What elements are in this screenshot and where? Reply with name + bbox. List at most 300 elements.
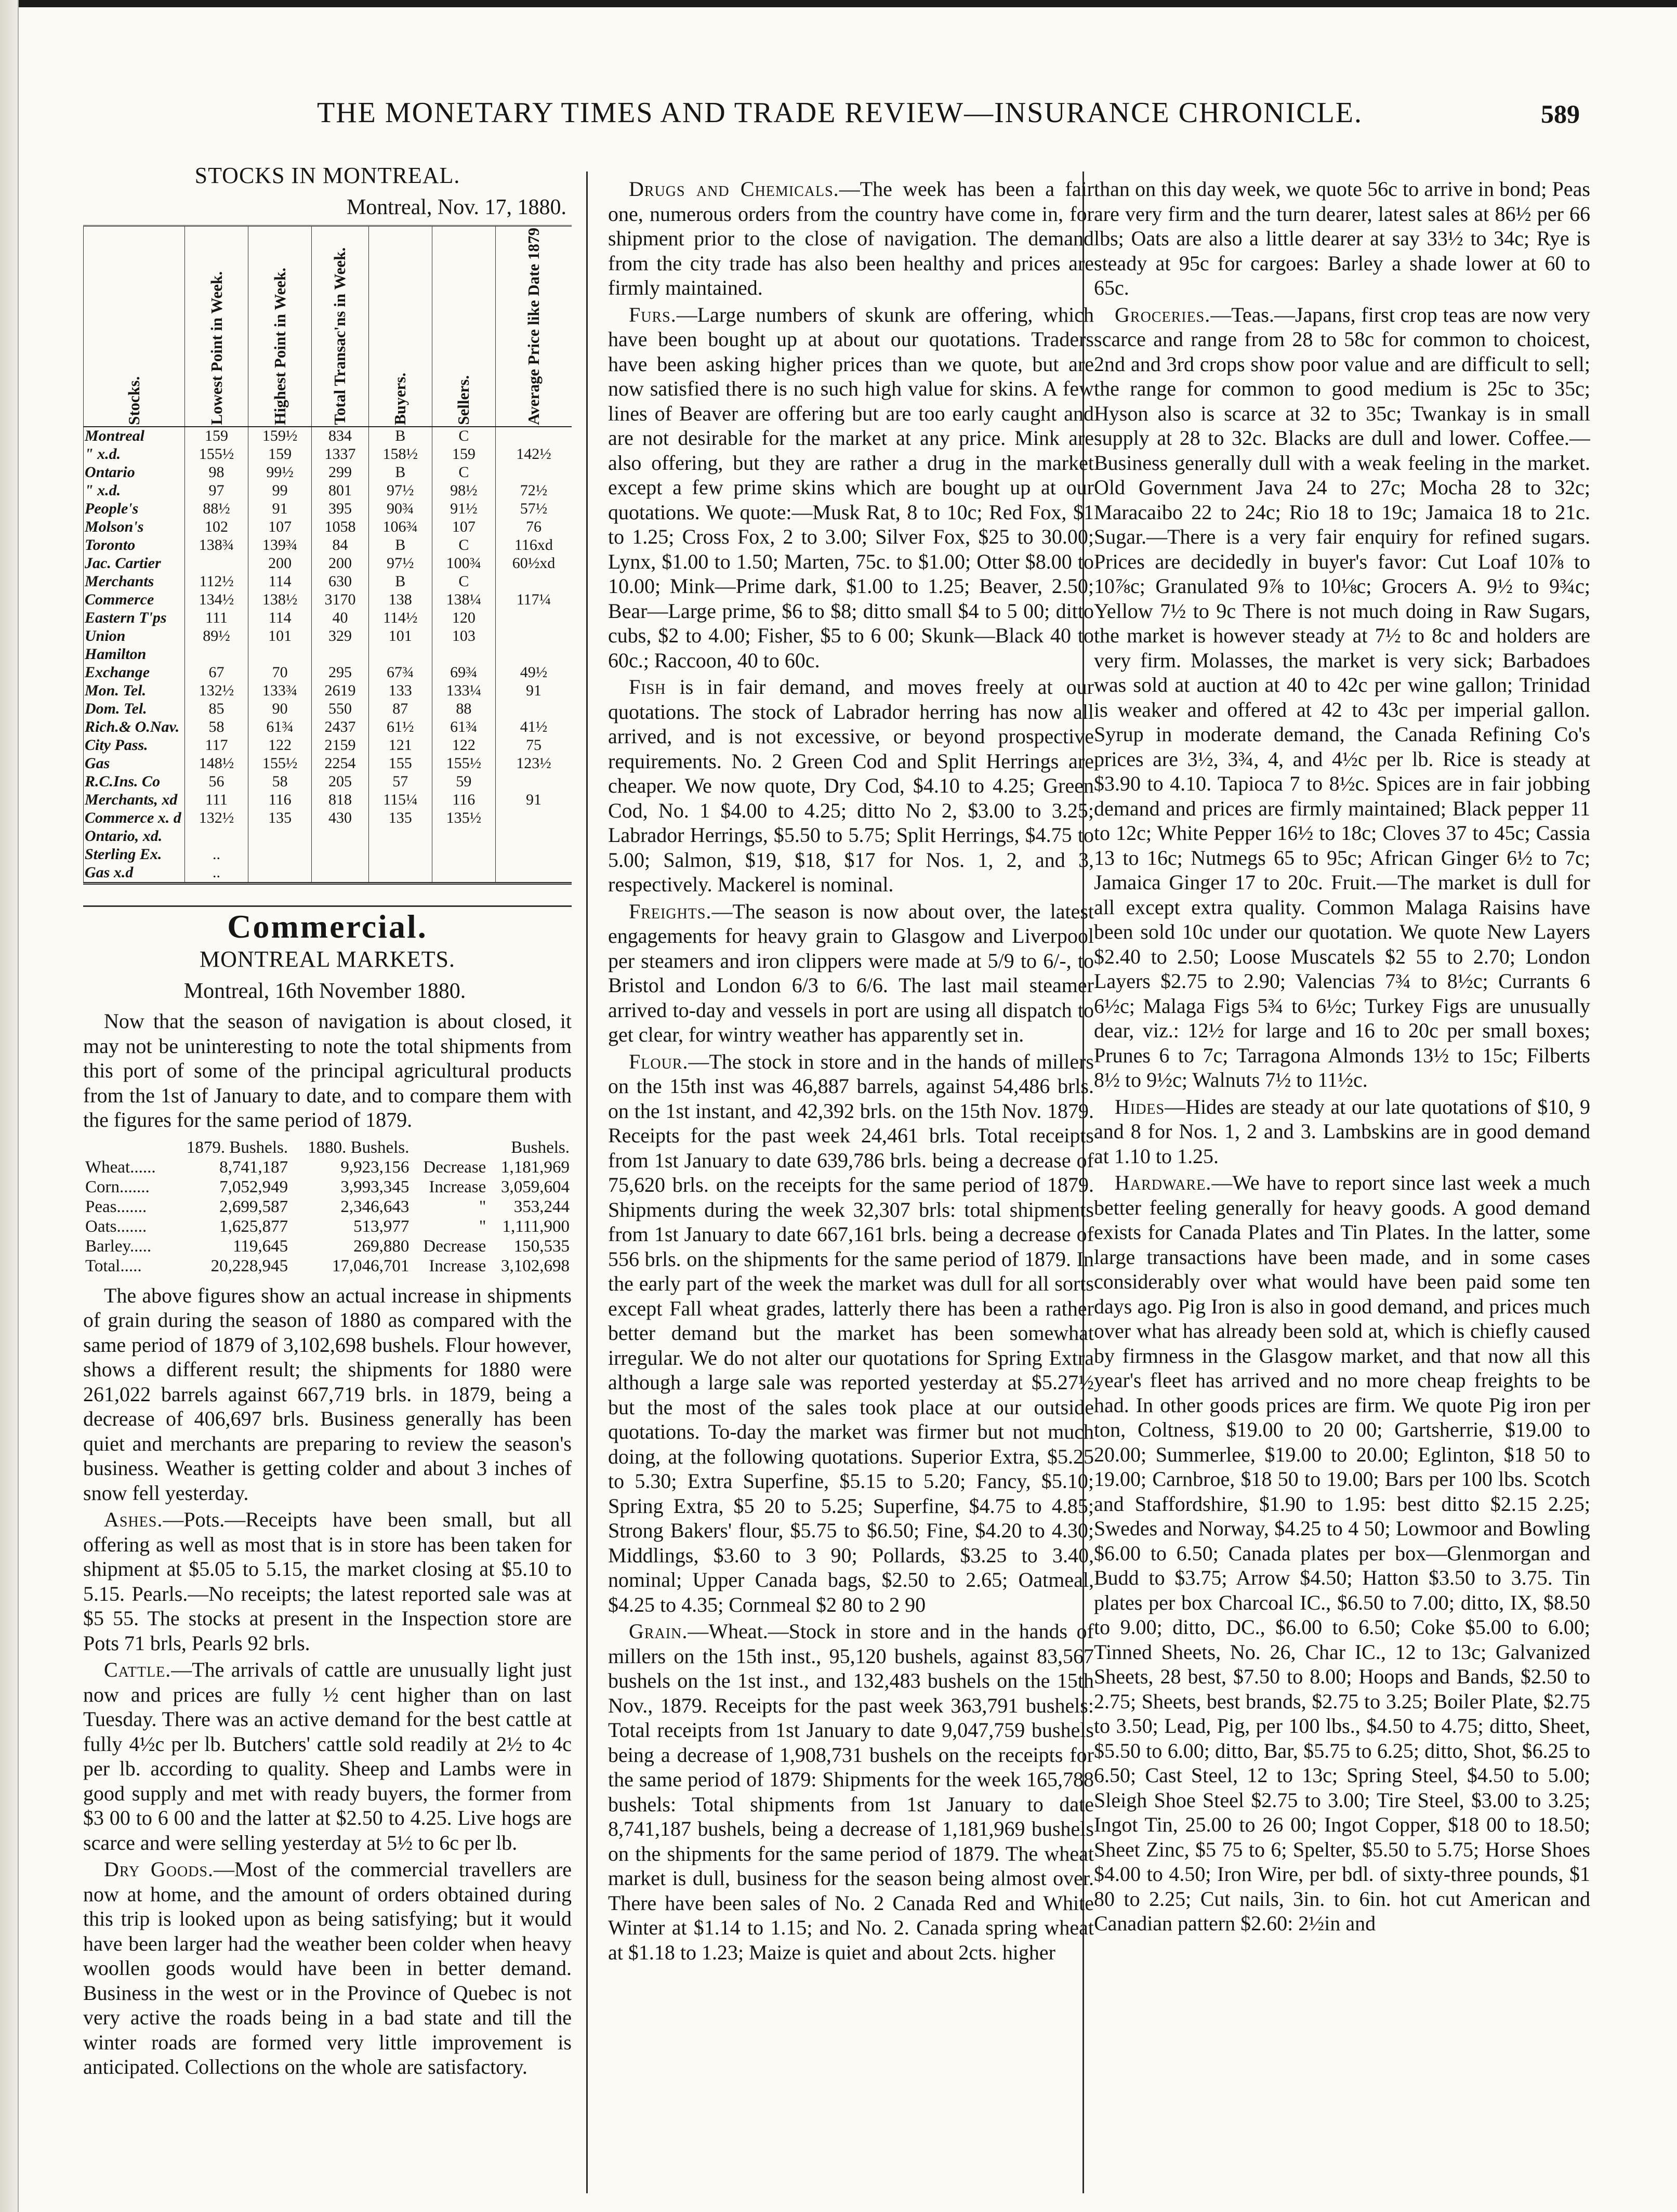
stock-value: 57 — [368, 773, 432, 791]
stock-name: Commerce x. d — [84, 809, 185, 827]
stock-value: 76 — [495, 518, 572, 536]
market-text: —The week has been a fair one, numerous orders from the country have come in, for shipment prior to the close of navigation. The demand from the city trade has also been healthy and prices are firmly maintained. — [608, 177, 1094, 299]
stocks-header-label: Average Price like Date 1879 — [524, 228, 543, 425]
stock-value: 41½ — [495, 718, 572, 736]
stock-value: 155½ — [432, 755, 495, 773]
stock-value: 133¼ — [432, 682, 495, 700]
shipments-cell: 150,535 — [513, 1236, 570, 1256]
cattle-text: —The arrivals of cattle are unusually light just now and prices are fully ½ cent higher than on last Tuesday. There was an active demand for the best cattle at fully 4½c per lb. Butchers' cattle sold readily at 2½ to 4c per lb. according to quality. Sheep and Lambs were in good supply and met with ready buyers, the former from $3 00 to 6 00 and the latter at $2.50 to 4.25. Live hogs are scarce and were selling yesterday at 5½ to 6c per lb. — [83, 1658, 572, 1854]
stock-value — [368, 827, 432, 846]
shipments-row — [83, 1157, 572, 1177]
stock-value: 200 — [312, 555, 368, 573]
stocks-table — [83, 225, 572, 885]
stock-value — [312, 827, 368, 846]
shipments-cell: 8,741,187 — [219, 1157, 288, 1177]
shipments-cell: Peas....... — [85, 1197, 147, 1216]
market-text: —Hides are steady at our late quotations of $10, 9 and 8 for Nos. 1, 2 and 3. Lambskins are in good demand at 1.10 to 1.25. — [1094, 1095, 1590, 1168]
market-text: —Teas.—Japans, first crop teas are now very scarce and range from 28 to 58c for common to choicest, 2nd and 3rd crops show poor value and are difficult to sell; the range for common to good medium is 25c to 35c; Hyson also is scarce at 32 to 35c; Twankay is in small supply at 28 to 32c. Blacks are dull and lower. Coffee.—Business generally dull with a weak feeling in the market. Old Government Java 24 to 27c; Mocha 28 to 32c; Maracaibo 22 to 24c; Rio 18 to 19c; Jamaica 18 to 21c. Sugar.—There is a very fair enquiry for refined sugars. Prices are decidedly in buyer's favor: Cut Loaf 10⅞ to 10⅞c; Granulated 9⅞ to 10⅛c; Grocers A. 9½ to 9¾c; Yellow 7½ to 9c There is not much doing in Raw Sugars, the market is however steady at 7½ to 8c and holders are very firm. Molasses, the market is very sick; Barbadoes was sold at auction at 40 to 42c per wine gallon; Trinidad is weaker and offered at 42 to 43c per imperial gallon. Syrup in moderate demand, the Canada Refining Co's prices are 3½, 3¾, 4, and 4½c per lb. Rice is steady at $3.90 to 4.10. Tapioca 7 to 8½c. Spices are in fair jobbing demand and prices are firmly maintained; Black pepper 11 to 12c; White Pepper 16½ to 18c; Cloves 37 to 45c; Cassia 13 to 16c; Nutmegs 65 to 95c; African Ginger 6½ to 7c; Jamaica Ginger 17 to 20c. Fruit.—The market is dull for all except extra quality. Common Malaga Raisins have been sold 10c under our quotation. We quote New Layers $2.40 to 2.50; Loose Muscatels $2 55 to 2.70; London Layers $2.75 to 2.90; Valencias 7¾ to 8½c; Currants 6 6½c; Malaga Figs 5¾ to 6½c; Turkey Figs are unusually dear, viz.: 12½ for large and 16 to 20c per small boxes; Prunes 6 to 7c; Tarragona Almonds 13½ to 15c; Filberts 8½ to 9½c; Walnuts 7½ to 11½c. — [1094, 302, 1590, 1091]
stock-value: B — [368, 573, 432, 591]
stock-value: 91½ — [432, 500, 495, 518]
stocks-row — [84, 736, 572, 755]
stock-value: 395 — [312, 500, 368, 518]
stock-value: 58 — [185, 718, 248, 736]
stock-value: 59 — [432, 773, 495, 791]
shipments-cell: 353,244 — [513, 1197, 570, 1216]
shipments-row — [83, 1236, 572, 1256]
stock-value — [495, 809, 572, 827]
ashes-heading: Ashes. — [104, 1508, 163, 1532]
market-text: —Large numbers of skunk are offering, which have been bought up at about our quotations. Traders have been asking higher prices than we quote, but are now satisfied there is no such high value for skins. A few lines of Beaver are offering but are too early caught and are not desirable for the market at any price. Mink are also offering, but they are rather a drug in the market except a few prime skins which are bought up at our quotations. We quote:—Musk Rat, 8 to 10c; Red Fox, $1 to 1.25; Cross Fox, 2 to 3.00; Silver Fox, $25 to 30.00; Lynx, $1.00 to 1.50; Marten, 75c. to $1.00; Otter $8.00 to 10.00; Mink—Prime dark, $1.00 to 1.25; Beaver, 2.50; Bear—Large prime, $6 to $8; ditto small $4 to 5 00; ditto cubs, $2 to 4.00; Fisher, $5 to 6 00; Skunk—Black 40 to 60c.; Raccoon, 40 to 60c. — [608, 302, 1094, 672]
dry-goods-paragraph — [83, 1857, 572, 2079]
stock-value — [432, 846, 495, 864]
stocks-row — [84, 718, 572, 736]
stock-value: 101 — [248, 627, 312, 646]
stock-value — [248, 827, 312, 846]
shipments-cell: 3,993,345 — [340, 1177, 410, 1196]
shipments-cell: Corn....... — [85, 1177, 150, 1196]
stock-value: 88½ — [185, 500, 248, 518]
stock-value: 100¾ — [432, 555, 495, 573]
stocks-header-cell — [185, 226, 248, 427]
stock-name: Merchants, xd — [84, 791, 185, 809]
markets-summary: The above figures show an actual increase in shipments of grain during the season of 1880 as compared with the same period of 1879 of 3,102,698 bushels. Flour however, shows a different result; the shipments for 1880 were 261,022 barrels against 667,719 brls. in 1879, being a decrease of 406,697 brls. Business generally has been quiet and merchants are preparing to review the season's business. Weather is getting colder and about 3 inches of snow fell yesterday. — [83, 1283, 572, 1505]
column-2 — [608, 177, 1094, 2193]
stocks-row — [84, 846, 572, 864]
stock-value — [495, 573, 572, 591]
market-paragraph — [1094, 1095, 1590, 1169]
stocks-header-label: Total Transac'ns in Week. — [331, 247, 349, 425]
stock-value: C — [432, 573, 495, 591]
stock-name: Merchants — [84, 573, 185, 591]
stocks-row — [84, 864, 572, 884]
market-text: is in fair demand, and moves freely at our quotations. The stock of Labrador herring has now all arrived, and is not excessive, or beyond prospective requirements. No. 2 Green Cod and Split Herrings are cheaper. We now quote, Dry Cod, $4.10 to 4.25; Green Cod, No. 1 $4.00 to 4.25; ditto No 2, $3.00 to 3.25; Labrador Herrings, $5.50 to 5.75; Split Herrings, $4.75 to 5.00; Salmon, $19, $18, $17 for Nos. 1, 2, and 3, respectively. Mackerel is nominal. — [608, 675, 1094, 896]
stock-value: 40 — [312, 609, 368, 627]
shipments-row — [83, 1256, 572, 1276]
stock-value: 107 — [432, 518, 495, 536]
stocks-row — [84, 555, 572, 573]
stock-value: 159 — [432, 445, 495, 464]
markets-title: MONTREAL MARKETS. — [199, 946, 456, 972]
stocks-row — [84, 682, 572, 700]
stock-value: 99 — [248, 482, 312, 500]
stock-value: 159 — [185, 427, 248, 445]
stock-value: 2159 — [312, 736, 368, 755]
stocks-row — [84, 536, 572, 555]
stock-value: 115¼ — [368, 791, 432, 809]
stock-value — [495, 609, 572, 627]
stock-value: 133¾ — [248, 682, 312, 700]
stock-value: 135 — [368, 809, 432, 827]
stock-name: " x.d. — [84, 445, 185, 464]
stock-value: 1337 — [312, 445, 368, 464]
stock-value — [312, 646, 368, 664]
stock-value: .. — [185, 864, 248, 884]
shipments-cell: 2,699,587 — [219, 1197, 288, 1216]
stock-name: Eastern T'ps — [84, 609, 185, 627]
shipments-cell: 1,625,877 — [219, 1217, 288, 1236]
stock-value: 134½ — [185, 591, 248, 609]
stock-value: B — [368, 536, 432, 555]
stock-value: 148½ — [185, 755, 248, 773]
stocks-header-cell — [312, 226, 368, 427]
stock-value — [248, 846, 312, 864]
stock-value — [248, 864, 312, 884]
stocks-header-label: Lowest Point in Week. — [207, 271, 226, 425]
stock-value: 91 — [495, 682, 572, 700]
market-paragraph — [608, 1049, 1094, 1617]
stock-value: 98 — [185, 464, 248, 482]
stock-value — [432, 646, 495, 664]
stock-value: 121 — [368, 736, 432, 755]
stock-value — [185, 555, 248, 573]
shipments-row — [83, 1197, 572, 1217]
market-paragraph — [608, 302, 1094, 673]
stocks-row — [84, 791, 572, 809]
stock-value — [368, 646, 432, 664]
stock-value — [248, 646, 312, 664]
market-heading: Freights. — [629, 899, 712, 923]
stocks-row — [84, 518, 572, 536]
stock-value — [495, 646, 572, 664]
stock-value: 117 — [185, 736, 248, 755]
market-heading: Furs. — [629, 302, 677, 326]
stock-value: 61¾ — [432, 718, 495, 736]
stock-name: Exchange — [84, 664, 185, 682]
market-heading: Fish — [629, 675, 666, 699]
market-heading: Grain. — [629, 1620, 688, 1643]
stock-value: 69¾ — [432, 664, 495, 682]
stocks-header-label: Sellers. — [454, 375, 473, 425]
stocks-row — [84, 609, 572, 627]
market-paragraph — [1094, 1170, 1590, 1936]
stock-value: 155 — [368, 755, 432, 773]
shipments-cell: Oats....... — [85, 1217, 147, 1236]
stock-name: Molson's — [84, 518, 185, 536]
stock-value: 135½ — [432, 809, 495, 827]
stock-value: 97½ — [368, 482, 432, 500]
stock-value: 2437 — [312, 718, 368, 736]
stock-name: Mon. Tel. — [84, 682, 185, 700]
stock-name: Union — [84, 627, 185, 646]
top-rule — [0, 0, 1677, 7]
shipments-table — [83, 1138, 572, 1276]
stock-value: 90 — [248, 700, 312, 718]
shipments-row — [83, 1217, 572, 1236]
shipments-header — [411, 1138, 488, 1157]
stocks-row — [84, 773, 572, 791]
stock-value — [312, 846, 368, 864]
stock-value: 155½ — [185, 445, 248, 464]
shipments-cell: 1,111,900 — [502, 1217, 570, 1236]
stock-value: 58 — [248, 773, 312, 791]
stock-value: 2254 — [312, 755, 368, 773]
stocks-dateline: Montreal, Nov. 17, 1880. — [346, 195, 566, 219]
shipments-cell: 3,102,698 — [501, 1256, 570, 1275]
stock-value: 329 — [312, 627, 368, 646]
stock-value: 87 — [368, 700, 432, 718]
stock-value: 89½ — [185, 627, 248, 646]
stock-name: City Pass. — [84, 736, 185, 755]
shipments-cell: Increase — [429, 1256, 486, 1275]
market-text: —We have to report since last week a much better feeling generally for heavy goods. A good demand exists for Canada Plates and Tin Plates. In the latter, some large transactions have been made, and in some cases considerably over what would have been paid some ten days ago. Pig Iron is also in good demand, and prices much over what has already been sold at, which is chiefly caused by firmness in the Glasgow market, and that now all this year's fleet has arrived and no more cheap freights to be had. In other goods prices are firm. We quote Pig iron per ton, Coltness, $19.00 to 20 00; Gartsherrie, $19.00 to 20.00; Summerlee, $19.00 to 20.00; Eglinton, $18 50 to 19.00; Carnbroe, $18 50 to 19.00; Bars per 100 lbs. Scotch and Staffordshire, $1.90 to 1.95: best ditto $2.15 2.25; Swedes and Norway, $4.25 to 4 50; Lowmoor and Bowling $6.00 to 6.50; Canada plates per box—Glenmorgan and Budd to $3.75; Arrow $4.50; Hatton $3.50 to 3.75. Tin plates per box Charcoal IC., $6.50 to 7.00; ditto, IX, $8.50 to 9.00; ditto, DC., $6.00 to 6.50; Coke $5.00 to 6.00; Tinned Sheets, No. 26, Char IC., 12 to 13c; Galvanized Sheets, 28 best, $7.50 to 8.00; Hoops and Bands, $2.50 to 2.75; Sheets, best brands, $2.75 to 3.25; Boiler Plate, $2.75 to 3.50; Lead, Pig, per 100 lbs., $4.50 to 4.75; ditto, Sheet, $5.50 to 6.00; ditto, Bar, $5.75 to 6.25; ditto, Shot, $6.25 to 6.50; Cast Steel, 12 to 13c; Spring Steel, $4.50 to 5.00; Sleigh Shoe Steel $2.75 to 3.00; Tire Steel, $3.00 to 3.25; Ingot Tin, 25.00 to 26 00; Ingot Copper, $18 00 to 18.50; Sheet Zinc, $5 75 to 6; Spelter, $5.50 to 5.75; Horse Shoes $4.00 to 4.50; Iron Wire, per bdl. of sixty-three pounds, $1 80 to 2.25; Cut nails, 3in. to 6in. hot cut American and Canadian pattern $2.60: 2½in and — [1094, 1171, 1590, 1935]
stock-value: 91 — [495, 791, 572, 809]
stocks-row — [84, 427, 572, 445]
stocks-row — [84, 627, 572, 646]
ashes-paragraph — [83, 1507, 572, 1655]
stocks-row — [84, 573, 572, 591]
stock-value: 818 — [312, 791, 368, 809]
shipments-header: 1880. Bushels. — [308, 1138, 410, 1157]
stock-value: 135 — [248, 809, 312, 827]
stock-name: Gas — [84, 755, 185, 773]
stock-value: 120 — [432, 609, 495, 627]
shipments-cell: 20,228,945 — [210, 1256, 288, 1275]
shipments-cell: 513,977 — [353, 1217, 410, 1236]
cattle-paragraph — [83, 1657, 572, 1855]
dry-goods-text: —Most of the commercial travellers are now at home, and the amount of orders obtained during this trip is looked upon as being satisfying; but it would have been larger had the weather been colder when heavy woollen goods would have been in better demand. Business in the west or in the Province of Quebec is not very active the roads being in a bad state and till the winter roads are formed very little improvement is anticipated. Collections on the whole are satisfactory. — [83, 1858, 572, 2079]
stock-value: 138½ — [248, 591, 312, 609]
stocks-header-label: Highest Point in Week. — [270, 268, 289, 425]
stock-value: 1058 — [312, 518, 368, 536]
stocks-header-cell — [84, 226, 185, 427]
stock-value: 630 — [312, 573, 368, 591]
stock-value — [495, 700, 572, 718]
stock-value: 57½ — [495, 500, 572, 518]
stock-value: B — [368, 427, 432, 445]
stock-value: 114 — [248, 609, 312, 627]
shipments-cell: " — [479, 1217, 486, 1236]
markets-intro: Now that the season of navigation is about closed, it may not be uninteresting to note the total shipments from this port of some of the principal agricultural products from the 1st of January to date, and to compare them with the figures for the same period of 1879. — [83, 1009, 572, 1132]
stocks-header-cell — [368, 226, 432, 427]
stock-value: 112½ — [185, 573, 248, 591]
stock-value: 107 — [248, 518, 312, 536]
stocks-header-cell — [432, 226, 495, 427]
stocks-row — [84, 464, 572, 482]
stock-value: 91 — [248, 500, 312, 518]
shipments-cell: Total..... — [85, 1256, 142, 1275]
stock-value: 122 — [432, 736, 495, 755]
stock-value: 116 — [248, 791, 312, 809]
market-heading: Hides — [1115, 1095, 1165, 1118]
shipments-cell: 17,046,701 — [332, 1256, 410, 1275]
market-text: —The stock in store and in the hands of millers on the 15th inst was 46,887 barrels, against 54,486 brls. on the 1st instant, and 42,392 brls. on the 15th Nov. 1879. Receipts for the past week 24,461 brls. Total receipts from 1st January to date 639,786 brls. being a decrease of 75,620 brls. on the receipts for the same period of 1879. Shipments during the week 32,307 brls: total shipments from 1st January to date 667,161 brls. being a decrease of 556 brls. on the shipments for the same period of 1879. In the early part of the week the market was dull for all sorts except Fall wheat grades, latterly there has been a rather better demand but the market has been somewhat irregular. We do not alter our quotations for Spring Extra although a large sale was reported yesterday at $5.27½ but the most of the sales took place at our outside quotations. To-day the market was firmer but not much doing, at the following quotations. Superior Extra, $5.25 to 5.30; Extra Superfine, $5.15 to 5.20; Fancy, $5.10; Spring Extra, $5 20 to 5.25; Superfine, $4.75 to 4.85; Strong Bakers' flour, $5.75 to $6.50; Fine, $4.20 to 4.30; Middlings, $3.60 to 3 90; Pollards, $3.25 to 3.40, nominal; Upper Canada bags, $2.50 to 2.65; Oatmeal, $4.25 to 4.35; Cornmeal $2 80 to 2 90 — [608, 1049, 1094, 1616]
stock-value — [368, 846, 432, 864]
stock-value: 99½ — [248, 464, 312, 482]
stock-name: Montreal — [84, 427, 185, 445]
shipments-cell: 269,880 — [353, 1236, 410, 1256]
stock-value: 61½ — [368, 718, 432, 736]
stock-value: 106¾ — [368, 518, 432, 536]
shipments-cell: 7,052,949 — [219, 1177, 288, 1196]
market-paragraph — [1094, 302, 1590, 1092]
stock-value — [432, 827, 495, 846]
scan-edge — [0, 0, 19, 2212]
stock-value: 295 — [312, 664, 368, 682]
stock-value: .. — [185, 846, 248, 864]
stock-value: 205 — [312, 773, 368, 791]
stock-value — [495, 464, 572, 482]
shipments-cell: Increase — [429, 1177, 486, 1196]
shipments-header: Bushels. — [511, 1138, 570, 1157]
stock-value: 101 — [368, 627, 432, 646]
stock-value: 159½ — [248, 427, 312, 445]
stock-value: 102 — [185, 518, 248, 536]
stock-name: " x.d. — [84, 482, 185, 500]
stocks-row — [84, 445, 572, 464]
stock-value — [495, 773, 572, 791]
shipments-header — [83, 1138, 169, 1157]
shipments-cell: 2,346,643 — [340, 1197, 410, 1216]
stock-value — [368, 864, 432, 884]
stock-value: 88 — [432, 700, 495, 718]
stock-value: 834 — [312, 427, 368, 445]
stock-value — [495, 827, 572, 846]
stock-value: 132½ — [185, 682, 248, 700]
stock-value — [432, 864, 495, 884]
stock-value: 72½ — [495, 482, 572, 500]
stock-value: 103 — [432, 627, 495, 646]
stock-value: 430 — [312, 809, 368, 827]
stock-value: 3170 — [312, 591, 368, 609]
stock-name: Hamilton — [84, 646, 185, 664]
stock-value: B — [368, 464, 432, 482]
dry-goods-heading: Dry Goods. — [104, 1858, 214, 1881]
shipments-cell: 9,923,156 — [340, 1157, 410, 1177]
market-text: than on this day week, we quote 56c to arrive in bond; Peas are very firm and the turn dearer, latest sales at 86½ per 66 lbs; Oats are also a little dearer at say 33½ to 34c; Rye is steady at 95c for cargoes: Barley a shade lower at 60 to 65c. — [1094, 177, 1590, 299]
stock-value: 158½ — [368, 445, 432, 464]
stock-value: 299 — [312, 464, 368, 482]
stocks-header-label: Buyers. — [391, 373, 410, 425]
stock-value: 97 — [185, 482, 248, 500]
stock-value: 90¾ — [368, 500, 432, 518]
stocks-row — [84, 809, 572, 827]
stock-value: 85 — [185, 700, 248, 718]
stock-value: 61¾ — [248, 718, 312, 736]
market-paragraph — [608, 177, 1094, 300]
stock-value: 801 — [312, 482, 368, 500]
stocks-row — [84, 591, 572, 609]
stocks-title: STOCKS IN MONTREAL. — [194, 163, 460, 188]
stock-value — [495, 846, 572, 864]
market-heading: Drugs and Chemicals. — [629, 177, 839, 201]
stock-value: 122 — [248, 736, 312, 755]
stock-value: 67 — [185, 664, 248, 682]
stocks-row — [84, 500, 572, 518]
stocks-row — [84, 482, 572, 500]
stocks-row — [84, 664, 572, 682]
stock-name: Commerce — [84, 591, 185, 609]
stocks-row — [84, 827, 572, 846]
shipments-cell: 119,645 — [233, 1236, 288, 1256]
cattle-heading: Cattle. — [104, 1658, 171, 1682]
stock-value: 67¾ — [368, 664, 432, 682]
stocks-header-label: Stocks. — [125, 376, 143, 425]
stock-value — [495, 627, 572, 646]
stocks-row — [84, 646, 572, 664]
stock-value: 200 — [248, 555, 312, 573]
stock-value: 49½ — [495, 664, 572, 682]
column-3 — [1094, 177, 1590, 2193]
stock-name: Sterling Ex. — [84, 846, 185, 864]
masthead: THE MONETARY TIMES AND TRADE REVIEW—INSURANCE CHRONICLE. — [317, 97, 1363, 129]
market-heading: Groceries. — [1115, 302, 1211, 326]
market-paragraph — [608, 1619, 1094, 1965]
stock-value: C — [432, 464, 495, 482]
shipments-header: 1879. Bushels. — [186, 1138, 288, 1157]
shipments-cell: Decrease — [423, 1236, 486, 1256]
stock-name: People's — [84, 500, 185, 518]
market-paragraph — [608, 899, 1094, 1047]
stock-name: Jac. Cartier — [84, 555, 185, 573]
stocks-row — [84, 700, 572, 718]
shipments-cell: 3,059,604 — [501, 1177, 570, 1196]
column-rule-1 — [586, 172, 588, 2193]
stock-value: 155½ — [248, 755, 312, 773]
stock-value — [312, 864, 368, 884]
stock-value — [185, 827, 248, 846]
stock-name: R.C.Ins. Co — [84, 773, 185, 791]
stock-value: 98½ — [432, 482, 495, 500]
market-text: —Wheat.—Stock in store and in the hands of millers on the 15th inst., 95,120 bushels, against 83,567 bushels on the 1st inst., and 132,483 bushels on the 15th Nov., 1879. Receipts for the past week 363,791 bushels: Total receipts from 1st January to date 9,047,759 bushels being a decrease of 1,908,731 bushels on the receipts for the same period of 1879: Shipments for the week 165,788 bushels: Total shipments from 1st January to date 8,741,187 bushels, being a decrease of 1,181,969 bushels on the shipments for the same period of 1879. The wheat market is dull, business for the season being almost over. There have been sales of No. 2 Canada Red and White Winter at $1.14 to 1.15; and No. 2. Canada spring wheat at $1.18 to 1.23; Maize is quiet and about 2cts. higher — [608, 1620, 1094, 1964]
stock-value: 60½xd — [495, 555, 572, 573]
stock-value: 138¼ — [432, 591, 495, 609]
market-text: —The season is now about over, the latest engagements for heavy grain to Glasgow and Liverpool per steamers and iron clippers were made at 5/9 to 6/-, to Bristol and London 6/3 to 6/6. The last mail steamer arrived to-day and vessels in port are using all dispatch to get clear, for wintry weather has apparently set in. — [608, 899, 1094, 1046]
stock-value — [495, 864, 572, 884]
stock-name: Rich.& O.Nav. — [84, 718, 185, 736]
market-paragraph — [1094, 177, 1590, 300]
stock-value: 114 — [248, 573, 312, 591]
ashes-text: —Pots.—Receipts have been small, but all offering as well as most that is in store has been taken for shipment at $5.05 to 5.15, the market closing at $5.10 to 5.15. Pearls.—No receipts; the latest reported sale was at $5 55. The stocks at present in the Inspection store are Pots 71 brls, Pearls 92 brls. — [83, 1508, 572, 1655]
shipments-cell: Barley..... — [85, 1236, 152, 1256]
stock-value: 139¾ — [248, 536, 312, 555]
market-paragraph — [608, 675, 1094, 897]
stock-value: 123½ — [495, 755, 572, 773]
markets-dateline: Montreal, 16th November 1880. — [183, 979, 466, 1003]
stock-value: 550 — [312, 700, 368, 718]
market-heading: Hardware. — [1115, 1171, 1212, 1194]
stock-value: 114½ — [368, 609, 432, 627]
stocks-header-cell — [495, 226, 572, 427]
stock-value: 56 — [185, 773, 248, 791]
stock-value: 138 — [368, 591, 432, 609]
stock-value: 117¼ — [495, 591, 572, 609]
stock-value: 84 — [312, 536, 368, 555]
shipments-cell: Decrease — [423, 1157, 486, 1177]
market-heading: Flour. — [629, 1049, 689, 1073]
stock-value — [185, 646, 248, 664]
stock-name: Gas x.d — [84, 864, 185, 884]
stock-value: 70 — [248, 664, 312, 682]
page-number: 589 — [1541, 99, 1580, 128]
column-1 — [83, 156, 572, 2193]
stock-value: 116 — [432, 791, 495, 809]
stock-name: Toronto — [84, 536, 185, 555]
stocks-row — [84, 755, 572, 773]
stock-value: 2619 — [312, 682, 368, 700]
stock-value: 132½ — [185, 809, 248, 827]
stock-value: 116xd — [495, 536, 572, 555]
commercial-banner: Commercial. — [83, 905, 572, 939]
shipments-row — [83, 1177, 572, 1197]
shipments-cell: 1,181,969 — [501, 1157, 570, 1177]
stocks-header-cell — [248, 226, 312, 427]
stock-value: 75 — [495, 736, 572, 755]
stock-name: Ontario, xd. — [84, 827, 185, 846]
shipments-cell: Wheat...... — [85, 1157, 156, 1177]
stock-value: 138¾ — [185, 536, 248, 555]
stock-value: 159 — [248, 445, 312, 464]
stock-value — [495, 427, 572, 445]
